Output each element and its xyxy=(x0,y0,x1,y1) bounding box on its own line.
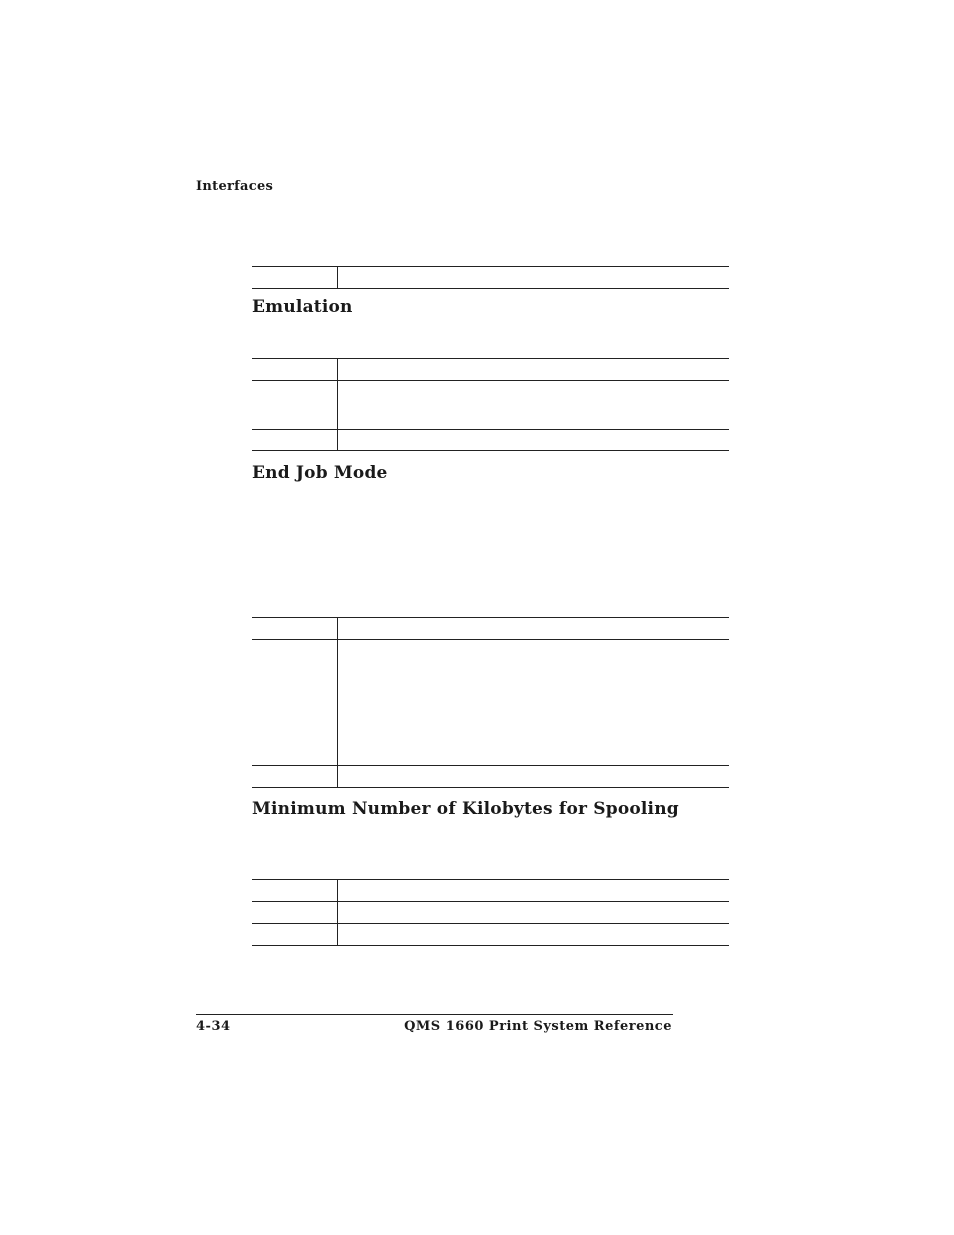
table-rule xyxy=(252,639,729,640)
section-heading-min-kilobytes-spooling: Minimum Number of Kilobytes for Spooling xyxy=(252,799,679,819)
running-head: Interfaces xyxy=(196,179,274,194)
table-rule xyxy=(252,617,729,618)
table-column-divider xyxy=(337,358,338,450)
spooling-table xyxy=(252,879,729,947)
section-heading-emulation: Emulation xyxy=(252,297,353,317)
table-rule xyxy=(252,765,729,766)
section-heading-end-job-mode: End Job Mode xyxy=(252,463,388,483)
table-rule xyxy=(252,923,729,924)
end-job-mode-table xyxy=(252,617,729,789)
table-column-divider xyxy=(337,266,338,288)
table-rule xyxy=(252,901,729,902)
table-rule xyxy=(252,380,729,381)
table-column-divider xyxy=(337,617,338,787)
footer-rule xyxy=(196,1014,673,1015)
table-rule xyxy=(252,358,729,359)
table-column-divider xyxy=(337,879,338,945)
emulation-table xyxy=(252,358,729,452)
table-rule xyxy=(252,945,729,946)
table-rule xyxy=(252,266,729,267)
table-fragment xyxy=(252,266,729,289)
page-number: 4-34 xyxy=(196,1019,231,1034)
book-title: QMS 1660 Print System Reference xyxy=(404,1019,672,1034)
table-rule xyxy=(252,450,729,451)
table-rule xyxy=(252,288,729,289)
table-rule xyxy=(252,879,729,880)
table-rule xyxy=(252,429,729,430)
table-rule xyxy=(252,787,729,788)
